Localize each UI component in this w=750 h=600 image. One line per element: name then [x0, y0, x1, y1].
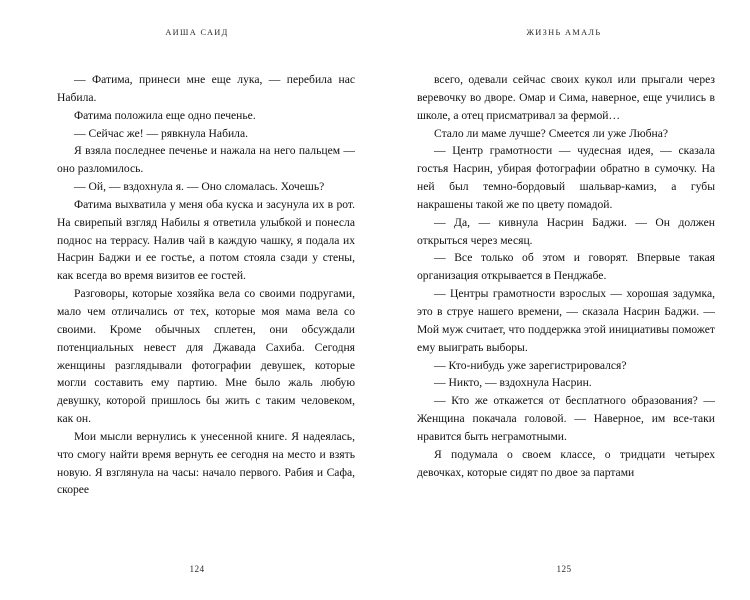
- folio-wrap-right: [417, 546, 715, 580]
- paragraph: Стало ли маме лучше? Смеется ли уже Любна?: [434, 126, 669, 140]
- paragraph: — Фатима, принеси мне еще лука, — перебила нас Набила.: [57, 73, 355, 104]
- paragraph: Фатима положила еще одно печенье.: [74, 108, 256, 122]
- paragraph: — Кто же откажется от бесплатного образования? — Женщина покачала головой. — Наверное, им все-таки нравится быть неграмотными.: [417, 394, 715, 443]
- paragraph: Я подумала о своем классе, о тридцати четырех девочках, которые сидят по двое за партами: [417, 447, 715, 479]
- paragraph: Мои мысли вернулись к унесенной книге. Я надеялась, что смогу найти время вернуть ее сегодня на место и взять новую. Я взглянула на часы: начало первого. Рабия и Сафа, скорее: [57, 429, 355, 497]
- page-number-left: 124: [189, 564, 205, 574]
- paragraph: — Кто-нибудь уже зарегистрировался?: [434, 358, 627, 372]
- paragraph: всего, одевали сейчас своих кукол или прыгали через веревочку во дворе. Омар и Сима, наверное, еще учились в школе, а отец присматривал за фермой…: [417, 73, 715, 122]
- paragraph: — Да, — кивнула Насрин Баджи. — Он должен открыться через месяц.: [417, 215, 715, 247]
- body-text-left: [57, 71, 355, 546]
- folio-wrap-left: [57, 546, 355, 580]
- running-head-left: АИША САИД: [165, 28, 229, 37]
- paragraph: Разговоры, которые хозяйка вела со своими подругами, мало чем отличались от тех, которые моя мама вела со своими. Кроме обычных сплетен, они обсуждали потенциальных невест для Джавада Сахиба. Сегодня женщины разглядывали фотографии девушек, которые могли составить ему партию. Мне было жаль любую девушку, которой пришлось бы жить с таким человеком, как он.: [57, 287, 355, 426]
- paragraph: — Никто, — вздохнула Насрин.: [434, 376, 592, 390]
- page-number-right: 125: [556, 564, 572, 574]
- running-head-right: ЖИЗНЬ АМАЛЬ: [526, 28, 602, 37]
- paragraph: — Центры грамотности взрослых — хорошая задумка, это в струе нашего времени, — сказала Насрин Баджи. — Мой муж считает, что поддержка этой инициативы поможет ему выиграть выборы.: [417, 287, 715, 354]
- paragraph: — Все только об этом и говорят. Впервые такая организация открывается в Пенджабе.: [417, 251, 715, 283]
- paragraph: Я взяла последнее печенье и нажала на него пальцем — оно разломилось.: [57, 144, 355, 176]
- paragraph: — Ой, — вздохнула я. — Оно сломалась. Хочешь?: [74, 180, 325, 194]
- page-right: [375, 0, 750, 600]
- paragraph: — Центр грамотности — чудесная идея, — сказала гостья Насрин, убирая фотографии обратно в сумочку. На ней был темно-бордовый шальвар-камиз, а губы накрашены такой же по цвету помадой.: [417, 144, 715, 211]
- body-text-right: [417, 71, 715, 546]
- paragraph: Фатима выхватила у меня оба куска и засунула их в рот. На свирепый взгляд Набилы я ответила улыбкой и понесла поднос на террасу. Налив чай в каждую чашку, я подала их Насрин Баджи и ее гостье, а потом стояла сзади у стены, как всегда во время визитов ее гостей.: [57, 197, 355, 283]
- paragraph: — Сейчас же! — рявкнула Набила.: [74, 126, 249, 140]
